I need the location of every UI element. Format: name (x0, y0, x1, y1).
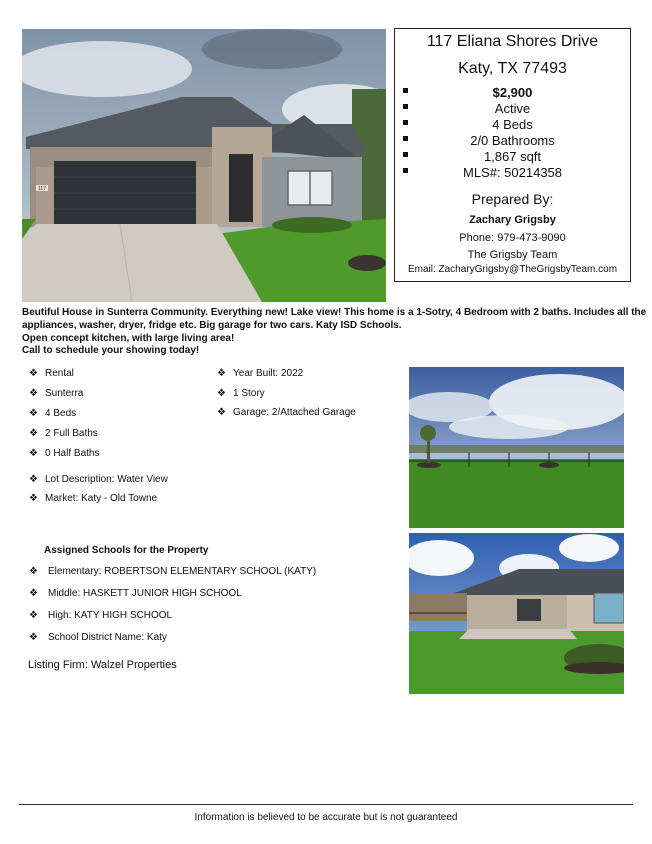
backyard-lake-photo (409, 367, 624, 528)
summary-item-price (395, 85, 630, 101)
feature-text: 0 Half Baths (45, 448, 100, 459)
city-state-zip: Katy, TX 77493 (458, 60, 567, 77)
summary-item-status (395, 101, 630, 117)
feature-text: Garage: 2/Attached Garage (233, 407, 356, 418)
agent-email[interactable]: Email: ZacharyGrigsby@TheGrigsbyTeam.com (407, 264, 618, 275)
school-text: Middle: HASKETT JUNIOR HIGH SCHOOL (48, 588, 242, 599)
diamond-bullet-icon: ❖ (217, 388, 226, 399)
feature-text: Year Built: 2022 (233, 368, 304, 379)
listing-firm: Listing Firm: Walzel Properties (28, 659, 177, 671)
summary-item-mls (395, 165, 630, 181)
listing-summary-box (394, 28, 631, 282)
summary-item-beds (395, 117, 630, 133)
street-address: 117 Eliana Shores Drive (426, 33, 599, 50)
status: Active (494, 101, 531, 116)
school-text: School District Name: Katy (48, 632, 167, 643)
mls-number: MLS#: 50214358 (462, 165, 563, 180)
property-description (22, 307, 647, 358)
description-line: Open concept kitchen, with large living area! (22, 332, 235, 344)
summary-item-sqft (395, 149, 630, 165)
schools-heading: Assigned Schools for the Property (44, 545, 209, 556)
diamond-bullet-icon: ❖ (217, 368, 226, 379)
diamond-bullet-icon: ❖ (29, 566, 38, 577)
square-feet: 1,867 sqft (483, 149, 542, 164)
feature-text: Lot Description: Water View (45, 474, 168, 485)
diamond-bullet-icon: ❖ (29, 610, 38, 621)
diamond-bullet-icon: ❖ (217, 407, 226, 418)
description-line: Beutiful House in Sunterra Community. Everything new! Lake view! This home is a 1-Sotry, 4 Bedroom with 2 baths. Includes all the (22, 307, 647, 318)
main-house-photo (22, 29, 386, 302)
feature-text: 1 Story (233, 388, 265, 399)
footer-divider (19, 804, 633, 805)
diamond-bullet-icon: ❖ (29, 388, 38, 399)
description-line: appliances, washer, dryer, fridge etc. Big garage for two cars. Katy ISD Schools. (22, 319, 402, 331)
feature-text: 4 Beds (45, 408, 77, 419)
price: $2,900 (492, 85, 533, 100)
back-patio-photo (409, 533, 624, 694)
diamond-bullet-icon: ❖ (29, 588, 38, 599)
description-line: Call to schedule your showing today! (22, 345, 200, 357)
prepared-by-label: Prepared By: (471, 191, 554, 207)
diamond-bullet-icon: ❖ (29, 474, 38, 485)
summary-item-baths (395, 133, 630, 149)
diamond-bullet-icon: ❖ (29, 368, 38, 379)
agent-phone[interactable]: Phone: 979-473-9090 (459, 232, 566, 244)
feature-text: Rental (45, 368, 74, 379)
feature-text: 2 Full Baths (45, 428, 98, 439)
feature-text: Sunterra (45, 388, 84, 399)
bathrooms: 2/0 Bathrooms (470, 133, 555, 148)
agent-team: The Grigsby Team (467, 249, 558, 261)
diamond-bullet-icon: ❖ (29, 493, 38, 504)
diamond-bullet-icon: ❖ (29, 448, 38, 459)
diamond-bullet-icon: ❖ (29, 428, 38, 439)
agent-name: Zachary Grigsby (469, 214, 556, 226)
diamond-bullet-icon: ❖ (29, 632, 38, 643)
school-text: High: KATY HIGH SCHOOL (48, 610, 173, 621)
feature-text: Market: Katy - Old Towne (45, 493, 158, 504)
diamond-bullet-icon: ❖ (29, 408, 38, 419)
house-number-plate: 117 (38, 186, 46, 192)
beds: 4 Beds (492, 117, 533, 132)
footer-disclaimer: Information is believed to be accurate but is not guaranteed (194, 812, 458, 823)
school-text: Elementary: ROBERTSON ELEMENTARY SCHOOL (KATY) (48, 566, 317, 577)
